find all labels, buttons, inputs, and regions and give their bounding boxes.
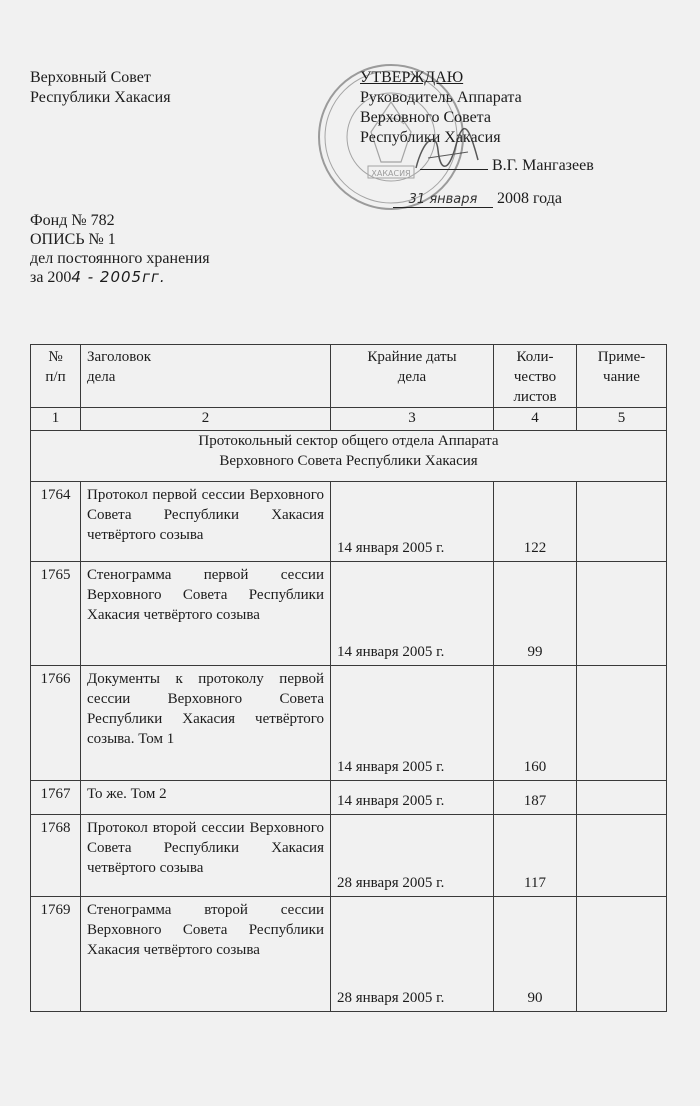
row-date: 14 января 2005 г. [331,666,494,781]
org-line-2: Республики Хакасия [30,89,171,106]
header-note: Приме- чание [577,345,667,408]
row-title: Документы к протоколу первой сессии Верховного Совета Республики Хакасия четвёртого созыва. Том 1 [81,666,331,781]
row-num: 1768 [31,815,81,897]
row-date: 14 января 2005 г. [331,482,494,562]
storage-type: дел постоянного хранения [30,250,210,267]
approval-date-handwritten: 31 января [393,192,493,208]
header-title: Заголовок дела [81,345,331,408]
row-date: 14 января 2005 г. [331,562,494,666]
fond-block [30,211,210,287]
row-title: Стенограмма второй сессии Верховного Совета Республики Хакасия четвёртого созыва [81,897,331,1012]
row-title: Протокол первой сессии Верховного Совета Республики Хакасия четвёртого созыва [81,482,331,562]
table-row [31,562,667,666]
col-number: 5 [577,408,667,431]
row-date: 28 января 2005 г. [331,897,494,1012]
opis-number: ОПИСЬ № 1 [30,231,116,248]
table-header-row [31,345,667,408]
row-note [577,897,667,1012]
table-row [31,815,667,897]
seal-text: ХАКАСИЯ [371,169,411,178]
row-num: 1769 [31,897,81,1012]
section-title: Протокольный сектор общего отдела Аппарата Верховного Совета Республики Хакасия [31,431,667,482]
column-number-row [31,408,667,431]
row-sheets: 117 [494,815,577,897]
section-header-row [31,431,667,482]
approval-date-year: 2008 года [497,190,562,207]
row-num: 1767 [31,781,81,815]
row-note [577,562,667,666]
row-sheets: 160 [494,666,577,781]
approve-line-2: Верховного Совета [360,109,491,126]
signature-blank [420,169,488,170]
header-sheets: Коли- чество листов [494,345,577,408]
row-note [577,781,667,815]
col-number: 3 [331,408,494,431]
row-sheets: 122 [494,482,577,562]
approval-date-line [393,190,562,208]
approve-line-1: Руководитель Аппарата [360,89,522,106]
period [30,268,210,287]
row-num: 1764 [31,482,81,562]
period-prefix: за 200 [30,269,72,286]
row-title: Стенограмма первой сессии Верховного Совета Республики Хакасия четвёртого созыва [81,562,331,666]
row-date: 28 января 2005 г. [331,815,494,897]
col-number: 2 [81,408,331,431]
header-num: № п/п [31,345,81,408]
org-line-1: Верховный Совет [30,69,151,86]
signatory-name: В.Г. Мангазеев [492,157,594,174]
col-number: 1 [31,408,81,431]
header-dates: Крайние даты дела [331,345,494,408]
table-row [31,781,667,815]
period-handwritten: 4 - 2005гг. [71,268,166,286]
signatory-line [420,157,594,175]
organization-block [30,68,171,108]
row-note [577,666,667,781]
row-num: 1765 [31,562,81,666]
approve-title: УТВЕРЖДАЮ [360,69,464,86]
row-title: То же. Том 2 [81,781,331,815]
approve-line-3: Республики Хакасия [360,129,501,146]
fond-number: Фонд № 782 [30,212,115,229]
row-date: 14 января 2005 г. [331,781,494,815]
row-sheets: 90 [494,897,577,1012]
inventory-table [30,344,667,1012]
table-row [31,897,667,1012]
table-row [31,666,667,781]
table-row [31,482,667,562]
row-num: 1766 [31,666,81,781]
row-note [577,482,667,562]
row-note [577,815,667,897]
row-sheets: 99 [494,562,577,666]
col-number: 4 [494,408,577,431]
row-sheets: 187 [494,781,577,815]
row-title: Протокол второй сессии Верховного Совета Республики Хакасия четвёртого созыва [81,815,331,897]
